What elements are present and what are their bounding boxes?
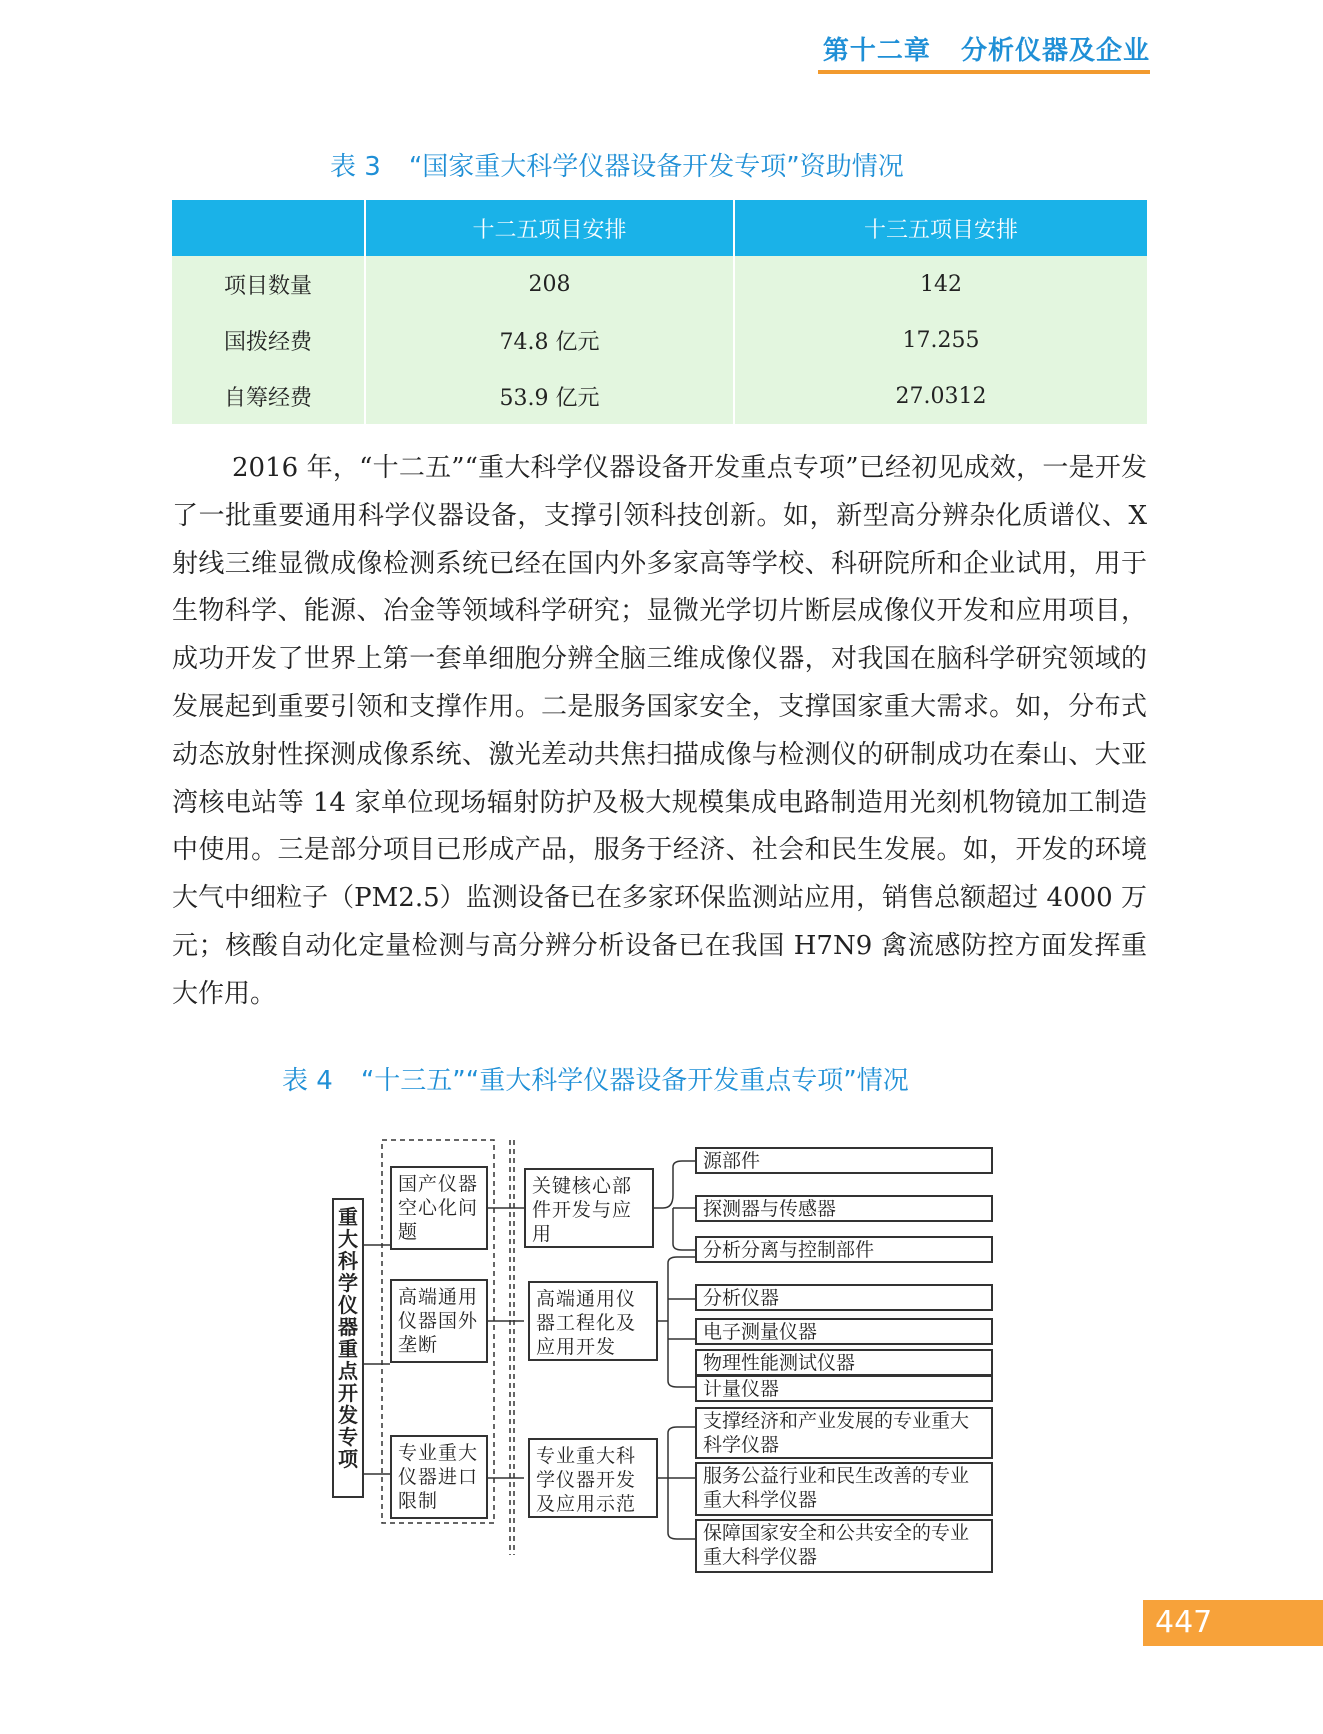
instrument-box: 物理性能测试仪器 — [695, 1349, 993, 1376]
brace-line — [654, 1161, 695, 1208]
program-diagram — [330, 1135, 1000, 1568]
table4-number: 表 4 — [282, 1066, 333, 1096]
table-cell: 27.0312 — [734, 368, 1147, 424]
brace-line — [658, 1427, 695, 1478]
instrument-box: 计量仪器 — [695, 1375, 993, 1402]
special-instrument-box: 保障国家安全和公共安全的专业重大科学仪器 — [695, 1519, 993, 1573]
problem-box: 高端通用仪器国外垄断 — [390, 1279, 488, 1363]
table-cell: 74.8 亿元 — [365, 312, 734, 368]
body-paragraph: 2016 年，“十二五”“重大科学仪器设备开发重点专项”已经初见成效，一是开发了一批重要通用科学仪器设备，支撑引领科技创新。如，新型高分辨杂化质谱仪、X 射线三维显微成像检测系统已经在国内外多家高等学校、科研院所和企业试用，用于生物科学、能源、冶金等领域科学研究；显微光学切片断层成像仪开发和应用项目，成功开发了世界上第一套单细胞分辨全脑三维成像仪器，对我国在脑科学研究领域的发展起到重要引领和支撑作用。二是服务国家安全，支撑国家重大需求。如，分布式动态放射性探测成像系统、激光差动共焦扫描成像与检测仪的研制成功在秦山、大亚湾核电站等 14 家单位现场辐射防护及极大规模集成电路制造用光刻机物镜加工制造中使用。三是部分项目已形成产品，服务于经济、社会和民生发展。如，开发的环境大气中细粒子（PM2.5）监测设备已在多家环保监测站应用，销售总额超过 4000 万元；核酸自动化定量检测与高分辨分析设备已在我国 H7N9 禽流感防控方面发挥重大作用。 — [172, 453, 1147, 1009]
table-cell: 项目数量 — [172, 256, 365, 312]
table4-title: “十三五”“重大科学仪器设备开发重点专项”情况 — [360, 1066, 909, 1096]
brace-line — [668, 1478, 695, 1539]
table3-title: “国家重大科学仪器设备开发专项”资助情况 — [408, 152, 904, 182]
table-cell: 国拨经费 — [172, 312, 365, 368]
table3-number: 表 3 — [330, 152, 381, 182]
table-header-cell — [172, 200, 365, 256]
table-cell: 208 — [365, 256, 734, 312]
chapter-title: 分析仪器及企业 — [960, 36, 1150, 66]
body-text — [172, 445, 1147, 1019]
table-header-row — [172, 200, 1147, 256]
brace-line — [668, 1321, 695, 1387]
header-rule — [818, 70, 1150, 74]
component-box: 分析分离与控制部件 — [695, 1236, 993, 1263]
funding-table — [172, 200, 1147, 424]
page-number: 447 — [1143, 1600, 1323, 1646]
table4-caption — [282, 1060, 909, 1097]
task-box: 高端通用仪器工程化及应用开发 — [528, 1281, 658, 1361]
brace-line — [658, 1257, 695, 1321]
component-box: 源部件 — [695, 1147, 993, 1174]
brace-line — [673, 1208, 695, 1250]
task-box: 专业重大科学仪器开发及应用示范 — [528, 1438, 658, 1518]
table-cell: 142 — [734, 256, 1147, 312]
running-header — [820, 30, 1150, 67]
problem-box: 国产仪器空心化问题 — [390, 1166, 488, 1250]
chapter-number: 第十二章 — [822, 36, 931, 66]
instrument-box: 分析仪器 — [695, 1284, 993, 1311]
special-instrument-box: 服务公益行业和民生改善的专业重大科学仪器 — [695, 1462, 993, 1516]
table-cell: 自筹经费 — [172, 368, 365, 424]
instrument-box: 电子测量仪器 — [695, 1318, 993, 1345]
component-box: 探测器与传感器 — [695, 1195, 993, 1222]
table-header-cell: 十三五项目安排 — [734, 200, 1147, 256]
table-row — [172, 312, 1147, 368]
table-cell: 17.255 — [734, 312, 1147, 368]
problem-box: 专业重大仪器进口限制 — [390, 1435, 488, 1519]
table-row — [172, 256, 1147, 312]
special-instrument-box: 支撑经济和产业发展的专业重大科学仪器 — [695, 1407, 993, 1459]
table-cell: 53.9 亿元 — [365, 368, 734, 424]
table3-caption — [330, 146, 904, 183]
diagram-root-box: 重大科学仪器重点开发专项 — [332, 1198, 364, 1498]
table-row — [172, 368, 1147, 424]
table-header-cell: 十二五项目安排 — [365, 200, 734, 256]
task-box: 关键核心部件开发与应用 — [524, 1168, 654, 1248]
